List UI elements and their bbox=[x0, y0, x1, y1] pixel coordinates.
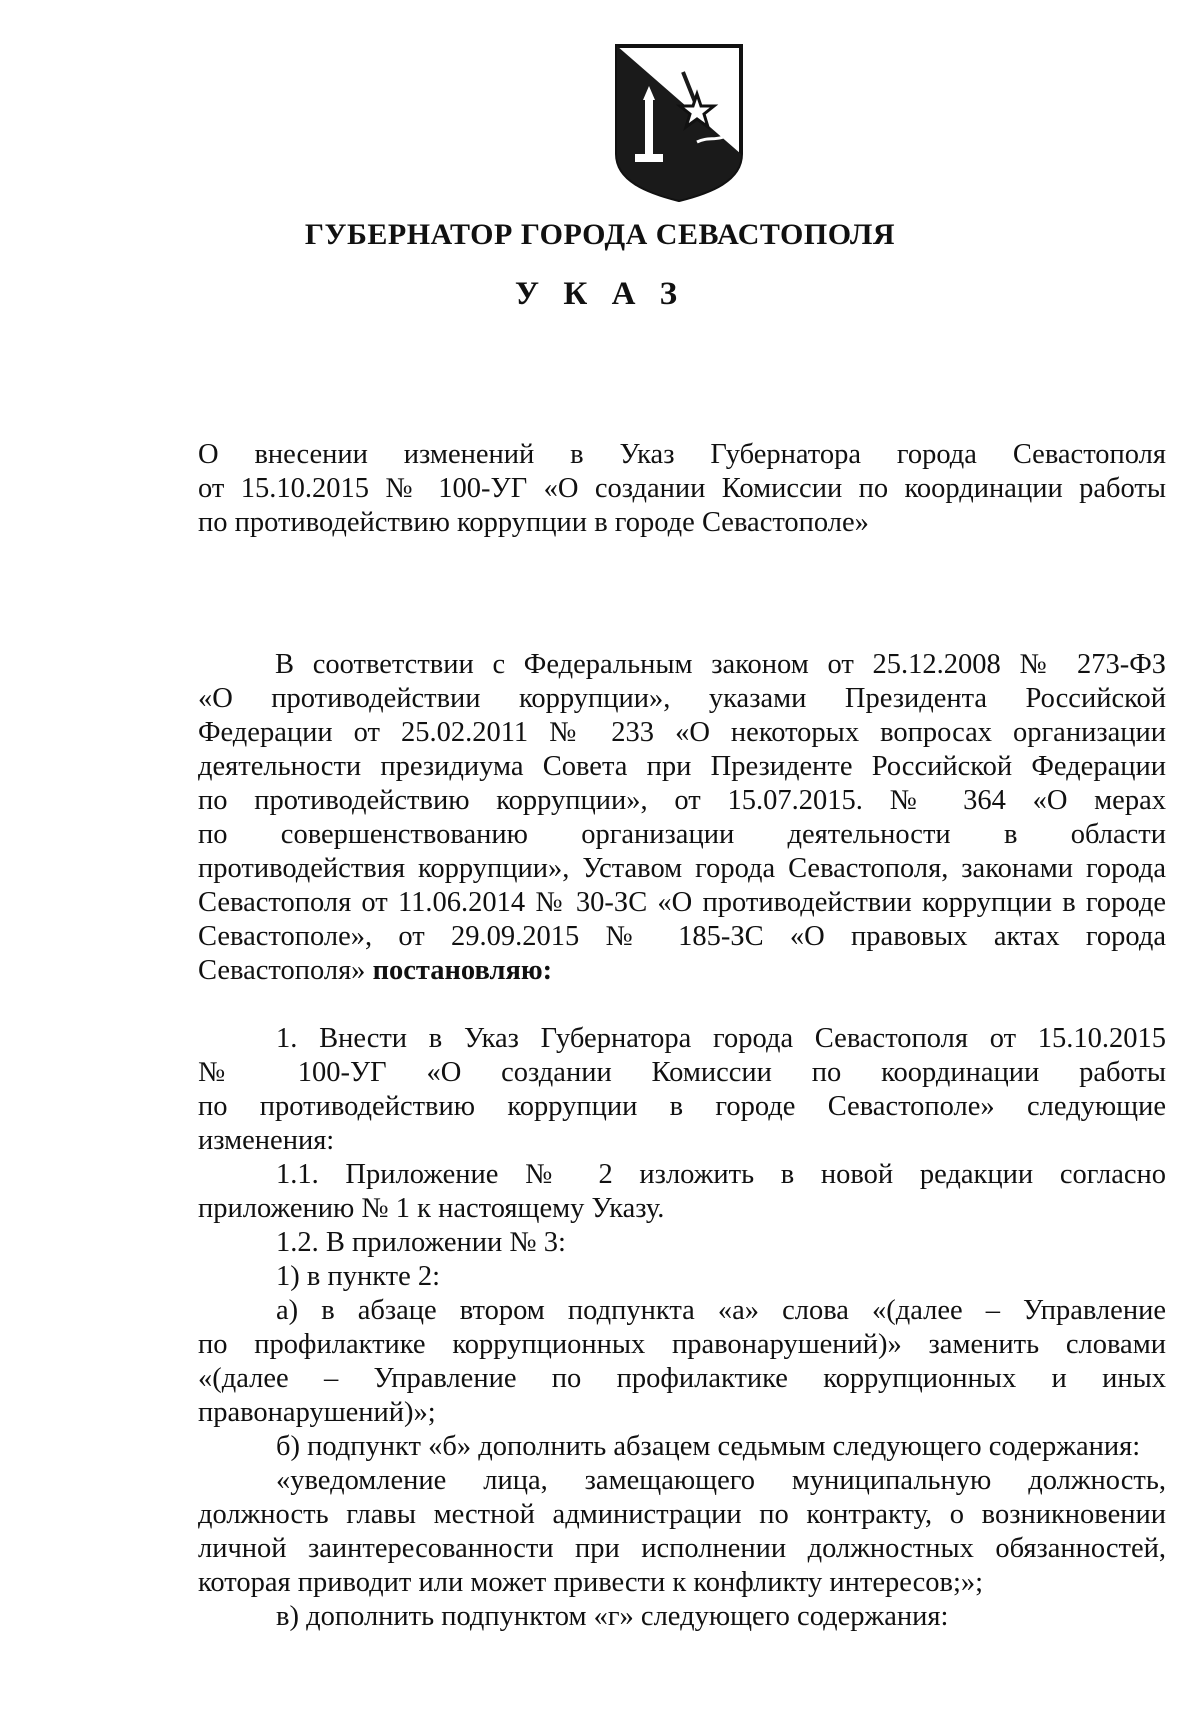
preamble-line: Федерации от 25.02.2011 № 233 «О некоторых вопросах организации bbox=[198, 717, 1166, 748]
preamble-line: Севастополя от 11.06.2014 № 30-ЗС «О противодействии коррупции в городе bbox=[198, 887, 1166, 918]
body-line: по профилактике коррупционных правонарушений)» заменить словами bbox=[198, 1329, 1166, 1360]
body-line: по противодействию коррупции в городе Севастополе» следующие bbox=[198, 1091, 1166, 1122]
body-line: правонарушений)»; bbox=[198, 1397, 436, 1428]
preamble-last-line bbox=[198, 954, 1166, 988]
body-line: 1) в пункте 2: bbox=[276, 1261, 441, 1292]
sevastopol-coat-of-arms-icon bbox=[613, 42, 745, 202]
body-line: 1. Внести в Указ Губернатора города Севастополя от 15.10.2015 bbox=[276, 1023, 1166, 1054]
body-line: «уведомление лица, замещающего муниципальную должность, bbox=[276, 1465, 1166, 1496]
body-line: 1.2. В приложении № 3: bbox=[276, 1227, 566, 1258]
preamble-line: по противодействию коррупции», от 15.07.2015. № 364 «О мерах bbox=[198, 785, 1166, 816]
subject-line: по противодействию коррупции в городе Севастополе» bbox=[198, 507, 869, 538]
body-line: которая приводит или может привести к конфликту интересов;»; bbox=[198, 1567, 984, 1598]
body-line: приложению № 1 к настоящему Указу. bbox=[198, 1193, 665, 1224]
body-line: «(далее – Управление по профилактике коррупционных и иных bbox=[198, 1363, 1166, 1394]
body-line: изменения: bbox=[198, 1125, 335, 1156]
preamble-line: по совершенствованию организации деятельности в области bbox=[198, 819, 1166, 850]
preamble-line: В соответствии с Федеральным законом от 25.12.2008 № 273-ФЗ bbox=[275, 649, 1166, 680]
body-line: № 100-УГ «О создании Комиссии по координации работы bbox=[198, 1057, 1166, 1088]
preamble-line: Севастополе», от 29.09.2015 № 185-ЗС «О правовых актах города bbox=[198, 921, 1166, 952]
body-line: 1.1. Приложение № 2 изложить в новой редакции согласно bbox=[276, 1159, 1166, 1190]
body-line: в) дополнить подпунктом «г» следующего содержания: bbox=[276, 1601, 949, 1632]
decree-operative-word: постановляю: bbox=[372, 955, 553, 986]
subject-line: от 15.10.2015 № 100-УГ «О создании Комиссии по координации работы bbox=[198, 473, 1166, 504]
document-type: У К А З bbox=[514, 276, 686, 312]
body-line: б) подпункт «б» дополнить абзацем седьмым следующего содержания: bbox=[276, 1431, 1141, 1462]
subject-line: О внесении изменений в Указ Губернатора города Севастополя bbox=[198, 439, 1166, 470]
preamble-line: Севастополя» bbox=[198, 955, 366, 986]
preamble-line: «О противодействии коррупции», указами Президента Российской bbox=[198, 683, 1166, 714]
body-line: личной заинтересованности при исполнении должностных обязанностей, bbox=[198, 1533, 1166, 1564]
org-title: ГУБЕРНАТОР ГОРОДА СЕВАСТОПОЛЯ bbox=[304, 218, 896, 251]
preamble-line: противодействия коррупции», Уставом города Севастополя, законами города bbox=[198, 853, 1166, 884]
body-line: должность главы местной администрации по контракту, о возникновении bbox=[198, 1499, 1166, 1530]
preamble-line: деятельности президиума Совета при Президенте Российской Федерации bbox=[198, 751, 1166, 782]
body-line: а) в абзаце втором подпункта «а» слова «(далее – Управление bbox=[276, 1295, 1166, 1326]
